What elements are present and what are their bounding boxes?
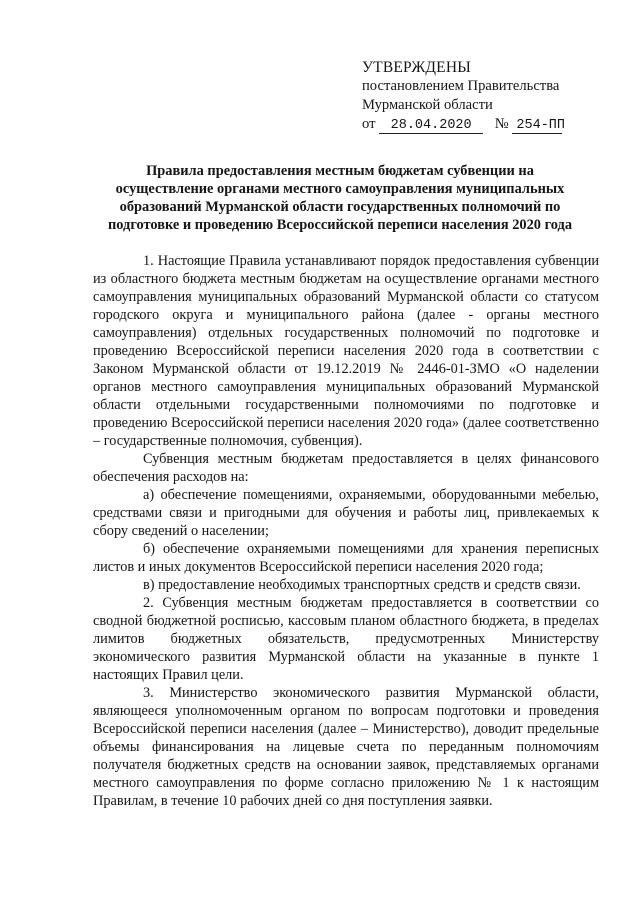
from-label: от <box>362 116 376 132</box>
document-body <box>93 252 599 810</box>
document-title <box>90 162 590 234</box>
paragraph-subvention-purpose: Субвенция местным бюджетам предоставляется в целях финансового обеспечения расходов на: <box>93 451 599 485</box>
paragraph-item-v: в) предоставление необходимых транспортных средств и средств связи. <box>143 577 581 593</box>
number-label: № <box>494 116 509 132</box>
title-line: осуществление органами местного самоуправления муниципальных <box>115 181 565 197</box>
paragraph-1: 1. Настоящие Правила устанавливают порядок предоставления субвенции из областного бюджета местным бюджетам на осуществление органами местного самоуправления муниципальных образований Мурманской области со статусом городского округа и муниципального района (далее - органы местного самоуправления) отдельных государственных полномочий по подготовке и проведению Всероссийской переписи населения 2020 года в соответствии с Законом Мурманской области от 19.12.2019 № 2446-01-ЗМО «О наделении органов местного самоуправления муниципальных образований Мурманской области отдельными государственными полномочиями по подготовке и проведению Всероссийской переписи населения 2020 года» (далее соответственно – государственные полномочия, субвенция). <box>93 253 599 449</box>
paragraph-2: 2. Субвенция местным бюджетам предоставляется в соответствии со сводной бюджетной росписью, кассовым планом областного бюджета, в пределах лимитов бюджетных обязательств, предусмотренных Министерству экономического развития Мурманской области на указанные в пункте 1 настоящих Правил цели. <box>93 595 599 683</box>
approval-heading: УТВЕРЖДЕНЫ <box>362 59 471 76</box>
approval-line-2: Мурманской области <box>362 97 493 113</box>
paragraph-item-b: б) обеспечение охраняемыми помещениями для хранения переписных листов и иных документов Всероссийской переписи населения 2020 года; <box>93 541 599 575</box>
approval-date: 28.04.2020 <box>379 118 483 134</box>
paragraph-item-a: а) обеспечение помещениями, охраняемыми, оборудованными мебелью, средствами связи и пригодными для обучения и работы лиц, привлекаемых к сбору сведений о населении; <box>93 487 599 539</box>
title-line: подготовке и проведению Всероссийской переписи населения 2020 года <box>107 217 573 233</box>
title-line: Правила предоставления местным бюджетам субвенции на <box>146 163 534 179</box>
approval-date-row <box>362 115 612 134</box>
paragraph-3: 3. Министерство экономического развития Мурманской области, являющееся уполномоченным органом по вопросам подготовки и проведения Всероссийской переписи населения (далее – Министерство), доводит предельные объемы финансирования на лицевые счета по переданным полномочиям получателя бюджетных средств на основании заявок, представляемых органами местного самоуправления по форме согласно приложению № 1 к настоящим Правилам, в течение 10 рабочих дней со дня поступления заявки. <box>93 685 599 809</box>
approval-stamp <box>362 58 612 134</box>
approval-number: 254-ПП <box>512 118 562 134</box>
approval-line-1: постановлением Правительства <box>362 78 560 94</box>
title-line: образований Мурманской области государственных полномочий по <box>119 199 561 215</box>
